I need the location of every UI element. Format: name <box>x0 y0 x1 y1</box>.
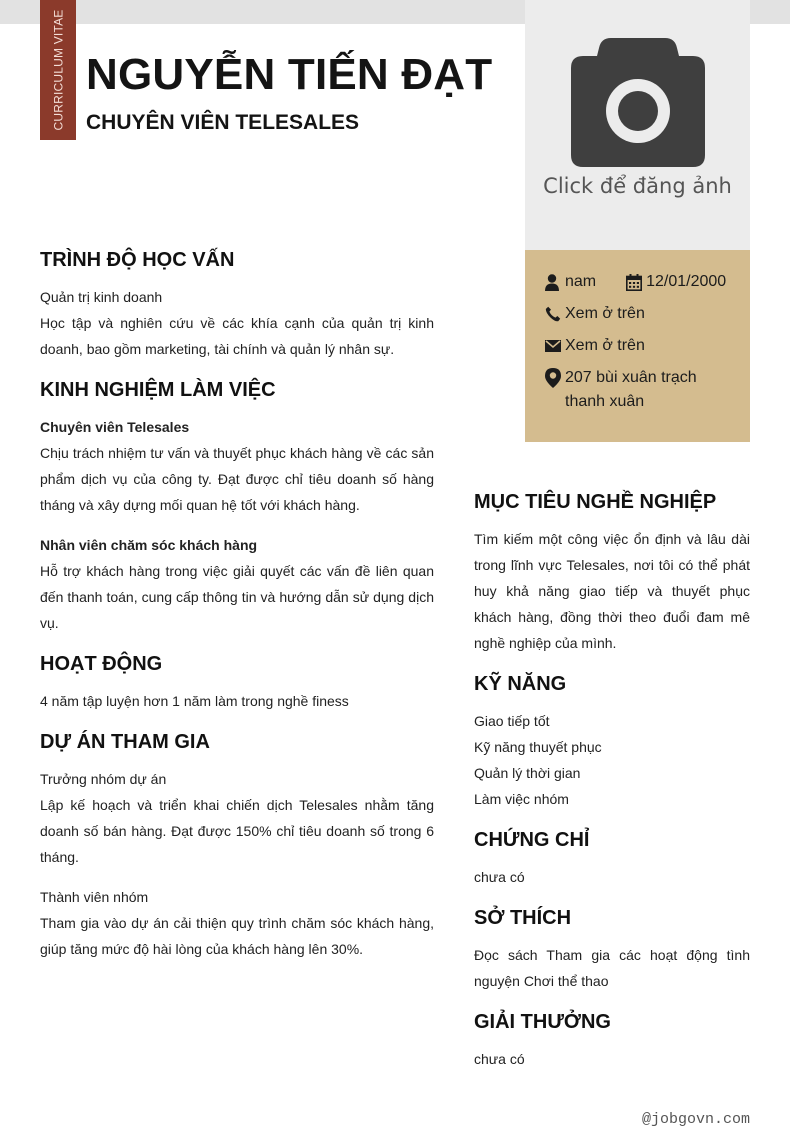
phone-value: Xem ở trên <box>565 305 645 322</box>
certificates-heading: CHỨNG CHỈ <box>474 829 590 851</box>
objective-heading: MỤC TIÊU NGHỀ NGHIỆP <box>474 491 717 513</box>
phone-icon <box>545 302 565 326</box>
gender-value: nam <box>565 273 597 290</box>
camera-icon <box>571 38 705 168</box>
awards-text: chưa có <box>474 1051 525 1067</box>
experience-description: Hỗ trợ khách hàng trong việc giải quyết các vấn đề liên quan đến thanh toán, cung cấp thông tin và hướng dẫn sử dụng dịch vụ. <box>40 563 434 631</box>
calendar-icon <box>626 270 646 294</box>
skill-item: Làm việc nhóm <box>474 791 569 807</box>
certificates-text: chưa có <box>474 869 525 885</box>
project-description: Lập kế hoạch và triển khai chiến dịch Telesales nhằm tăng doanh số bán hàng. Đạt được 150% chỉ tiêu doanh số trong 6 tháng. <box>40 797 434 865</box>
contact-row-email <box>545 334 730 358</box>
activities-heading: HOẠT ĐỘNG <box>40 653 163 675</box>
experience-item <box>40 532 434 636</box>
cv-tag-label: CURRICULUM VITAE <box>51 9 65 131</box>
envelope-icon <box>545 334 565 358</box>
awards-heading: GIẢI THƯỞNG <box>474 1011 611 1033</box>
skill-item: Kỹ năng thuyết phục <box>474 739 602 755</box>
hobbies-text: Đọc sách Tham gia các hoạt động tình nguyện Chơi thể thao <box>474 947 750 989</box>
education-description: Học tập và nghiên cứu về các khía cạnh của quản trị kinh doanh, bao gồm marketing, tài chính và quản lý nhân sự. <box>40 315 434 357</box>
objective-text: Tìm kiếm một công việc ổn định và lâu dài trong lĩnh vực Telesales, nơi tôi có thể phát huy khả năng giao tiếp và thuyết phục khách hàng, đồng thời theo đuổi đam mê nghề nghiệp của mình. <box>474 531 750 651</box>
upload-photo-label: Click để đăng ảnh <box>543 174 732 198</box>
experience-role: Nhân viên chăm sóc khách hàng <box>40 537 258 553</box>
right-column <box>474 488 750 1086</box>
address-value: 207 bùi xuân trạch thanh xuân <box>565 369 697 410</box>
projects-heading: DỰ ÁN THAM GIA <box>40 731 210 753</box>
skills-heading: KỸ NĂNG <box>474 673 567 695</box>
left-column <box>40 246 434 976</box>
project-role: Trưởng nhóm dự án <box>40 771 167 787</box>
curriculum-vitae-tag <box>40 0 76 140</box>
person-icon <box>545 270 565 294</box>
project-description: Tham gia vào dự án cải thiện quy trình chăm sóc khách hàng, giúp tăng mức độ hài lòng của khách hàng lên 30%. <box>40 915 434 957</box>
footer-watermark: @jobgovn.com <box>641 1111 750 1128</box>
experience-item <box>40 414 434 518</box>
hobbies-heading: SỞ THÍCH <box>474 907 572 929</box>
activities-section <box>40 650 434 714</box>
skills-section <box>474 670 750 812</box>
contact-row-personal <box>545 270 730 294</box>
education-section <box>40 246 434 362</box>
birthdate-value: 12/01/2000 <box>646 273 727 290</box>
objective-section <box>474 488 750 656</box>
education-heading: TRÌNH ĐỘ HỌC VẤN <box>40 249 235 271</box>
experience-heading: KINH NGHIỆM LÀM VIỆC <box>40 379 276 401</box>
project-item <box>40 766 434 870</box>
email-value: Xem ở trên <box>565 337 645 354</box>
experience-description: Chịu trách nhiệm tư vấn và thuyết phục khách hàng về các sản phẩm dịch vụ của công ty. Đạt được chỉ tiêu doanh số hàng tháng và xây dựng mối quan hệ tốt với khách hàng. <box>40 445 434 513</box>
experience-role: Chuyên viên Telesales <box>40 419 190 435</box>
contact-row-phone <box>545 302 730 326</box>
skill-item: Quản lý thời gian <box>474 765 581 781</box>
candidate-name: NGUYỄN TIẾN ĐẠT <box>86 50 493 99</box>
contact-row-address <box>545 366 730 414</box>
contact-panel <box>525 250 750 442</box>
certificates-section <box>474 826 750 890</box>
skill-item: Giao tiếp tốt <box>474 713 550 729</box>
location-pin-icon <box>545 366 565 390</box>
project-item <box>40 884 434 962</box>
activities-text: 4 năm tập luyện hơn 1 năm làm trong nghề finess <box>40 693 349 709</box>
project-role: Thành viên nhóm <box>40 889 149 905</box>
projects-section <box>40 728 434 962</box>
job-title: CHUYÊN VIÊN TELESALES <box>86 111 360 134</box>
awards-section <box>474 1008 750 1072</box>
hobbies-section <box>474 904 750 994</box>
education-major: Quản trị kinh doanh <box>40 289 163 305</box>
photo-upload[interactable] <box>525 0 750 250</box>
experience-section <box>40 376 434 636</box>
